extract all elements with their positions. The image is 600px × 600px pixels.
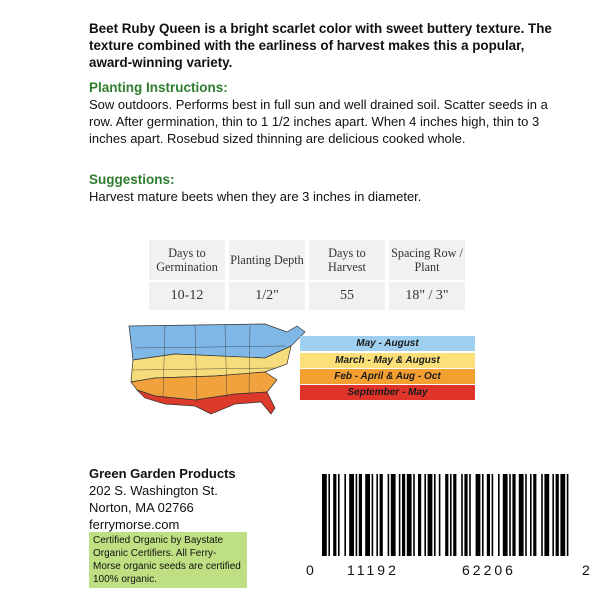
suggestions-heading: Suggestions:	[89, 172, 175, 187]
suggestions-text: Harvest mature beets when they are 3 inches in diameter.	[89, 189, 422, 204]
company-city: Norton, MA 02766	[89, 500, 194, 515]
barcode-bar	[428, 474, 433, 556]
barcode-bar	[388, 474, 390, 556]
barcode-bar	[492, 474, 494, 556]
barcode-right-digit: 2	[582, 562, 590, 578]
barcode-bar	[556, 474, 559, 556]
barcode-bar	[541, 474, 543, 556]
spacing-value: 18" / 3"	[389, 282, 465, 310]
barcode-bar	[413, 474, 415, 556]
harvest-value: 55	[309, 282, 385, 310]
company-name: Green Garden Products	[89, 466, 236, 481]
barcode-bar	[338, 474, 340, 556]
barcode-bar	[380, 474, 383, 556]
barcode-bar	[533, 474, 536, 556]
zone-4-label: September - May	[347, 387, 428, 398]
barcode-bar	[344, 474, 346, 556]
product-description: Beet Ruby Queen is a bright scarlet color with sweet buttery texture. The texture combined with the earliness of harvest makes this a popular, award-winning variety.	[89, 21, 552, 70]
barcode-bar	[445, 474, 448, 556]
barcode-group-1: 11192	[347, 562, 399, 578]
zone-band-2	[300, 353, 475, 368]
planting-instructions-heading: Planting Instructions:	[89, 80, 228, 95]
barcode-bar	[509, 474, 511, 556]
growing-stats-table	[145, 238, 469, 312]
barcode-group-2: 62206	[462, 562, 516, 578]
barcode-bar	[450, 474, 452, 556]
zone-band-4	[300, 385, 475, 400]
barcode-bar	[560, 474, 565, 556]
barcode-bar	[391, 474, 396, 556]
zone-1-label: May - August	[356, 338, 419, 349]
zone-2-label: March - May & August	[335, 355, 440, 366]
barcode-left-digit: 0	[306, 562, 314, 578]
planting-instructions-text: Sow outdoors. Performs best in full sun and well drained soil. Scatter seeds in a row. After germination, thin to 1 1/2 inches apart. When 4 inches high, thin to 3 inches apart. Rosebud sized thinning are delicious cooked whole.	[89, 97, 548, 146]
barcode-bar	[372, 474, 374, 556]
germination-label: Days to Germination	[149, 240, 225, 280]
planting-zone-map	[115, 318, 315, 418]
barcode-bar	[322, 474, 327, 556]
company-address: 202 S. Washington St.	[89, 483, 218, 498]
barcode-bar	[399, 474, 401, 556]
barcode-bar	[519, 474, 524, 556]
company-website[interactable]: ferrymorse.com	[89, 517, 180, 532]
barcode-bar	[333, 474, 336, 556]
barcode-bar	[469, 474, 471, 556]
barcode-bar	[512, 474, 515, 556]
barcode-bar	[349, 474, 354, 556]
depth-value: 1/2"	[229, 282, 305, 310]
germination-value: 10-12	[149, 282, 225, 310]
barcode-bar	[365, 474, 370, 556]
barcode-bar	[376, 474, 378, 556]
barcode-bar	[434, 474, 436, 556]
barcode-bar	[476, 474, 481, 556]
barcode-bar	[424, 474, 426, 556]
barcode-bar	[530, 474, 532, 556]
barcode-bar	[328, 474, 330, 556]
barcode	[318, 474, 576, 560]
barcode-bar	[359, 474, 362, 556]
zone-3-label: Feb - April & Aug - Oct	[334, 371, 441, 382]
zone-band-1	[300, 336, 475, 351]
barcode-bar	[503, 474, 508, 556]
depth-label: Planting Depth	[229, 240, 305, 280]
spacing-label: Spacing Row / Plant	[389, 240, 465, 280]
company-block	[89, 465, 236, 533]
barcode-bar	[439, 474, 441, 556]
barcode-bar	[418, 474, 421, 556]
zone-band-3	[300, 369, 475, 384]
barcode-bar	[453, 474, 456, 556]
barcode-bar	[356, 474, 358, 556]
barcode-bar	[464, 474, 467, 556]
barcode-bar	[402, 474, 405, 556]
harvest-label: Days to Harvest	[309, 240, 385, 280]
barcode-bar	[461, 474, 463, 556]
organic-certification: Certified Organic by Baystate Organic Certifiers. All Ferry-Morse organic seeds are certified 100% organic.	[89, 532, 247, 588]
barcode-bar	[482, 474, 484, 556]
barcode-bar	[407, 474, 412, 556]
barcode-bar	[487, 474, 490, 556]
barcode-bar	[552, 474, 554, 556]
barcode-bar	[525, 474, 527, 556]
barcode-bar	[567, 474, 569, 556]
barcode-bar	[498, 474, 500, 556]
barcode-bar	[544, 474, 549, 556]
